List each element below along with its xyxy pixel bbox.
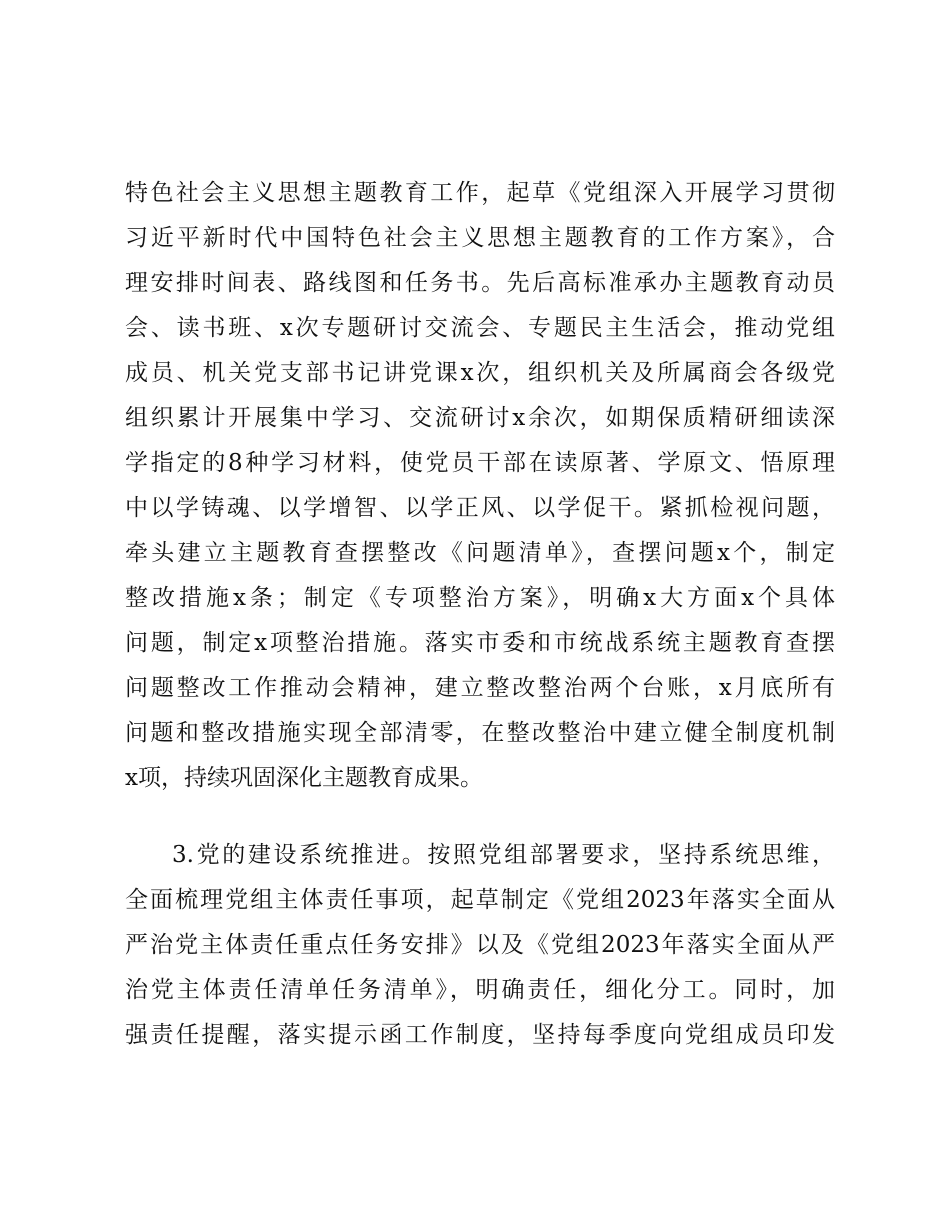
paragraph-line: 中以学铸魂、以学增智、以学正风、以学促干。紧抓检视问题， <box>125 495 835 521</box>
paragraph-line: 理安排时间表、路线图和任务书。先后高标准承办主题教育动员 <box>125 270 835 296</box>
paragraph-line: 全面梳理党组主体责任事项，起草制定《党组2023年落实全面从 <box>125 887 835 913</box>
paragraph-line: 成员、机关党支部书记讲党课x次，组织机关及所属商会各级党 <box>125 360 835 386</box>
paragraph-line: 严治党主体责任重点任务安排》以及《党组2023年落实全面从严 <box>125 932 835 958</box>
paragraph-line: 特色社会主义思想主题教育工作，起草《党组深入开展学习贯彻 <box>125 180 835 206</box>
paragraph-line: 问题和整改措施实现全部清零，在整改整治中建立健全制度机制 <box>125 720 835 746</box>
paragraph-line: 问题，制定x项整治措施。落实市委和市统战系统主题教育查摆 <box>125 630 835 656</box>
paragraph-line: 3.党的建设系统推进。按照党组部署要求，坚持系统思维， <box>172 842 835 868</box>
paragraph-line: 强责任提醒，落实提示函工作制度，坚持每季度向党组成员印发 <box>125 1022 835 1048</box>
paragraph-line: 习近平新时代中国特色社会主义思想主题教育的工作方案》，合 <box>125 225 835 251</box>
paragraph-line: 整改措施x条；制定《专项整治方案》，明确x大方面x个具体 <box>125 585 835 611</box>
paragraph-line: 会、读书班、x次专题研讨交流会、专题民主生活会，推动党组 <box>125 315 835 341</box>
paragraph-line: 学指定的8种学习材料，使党员干部在读原著、学原文、悟原理 <box>125 450 835 476</box>
paragraph-line: 问题整改工作推动会精神，建立整改整治两个台账，x月底所有 <box>125 675 835 701</box>
paragraph-line: 牵头建立主题教育查摆整改《问题清单》，查摆问题x个，制定 <box>125 540 835 566</box>
paragraph-line: 治党主体责任清单任务清单》，明确责任，细化分工。同时，加 <box>125 977 835 1003</box>
paragraph-line: 组织累计开展集中学习、交流研讨x余次，如期保质精研细读深 <box>125 405 835 431</box>
paragraph-line: x项，持续巩固深化主题教育成果。 <box>125 765 483 791</box>
